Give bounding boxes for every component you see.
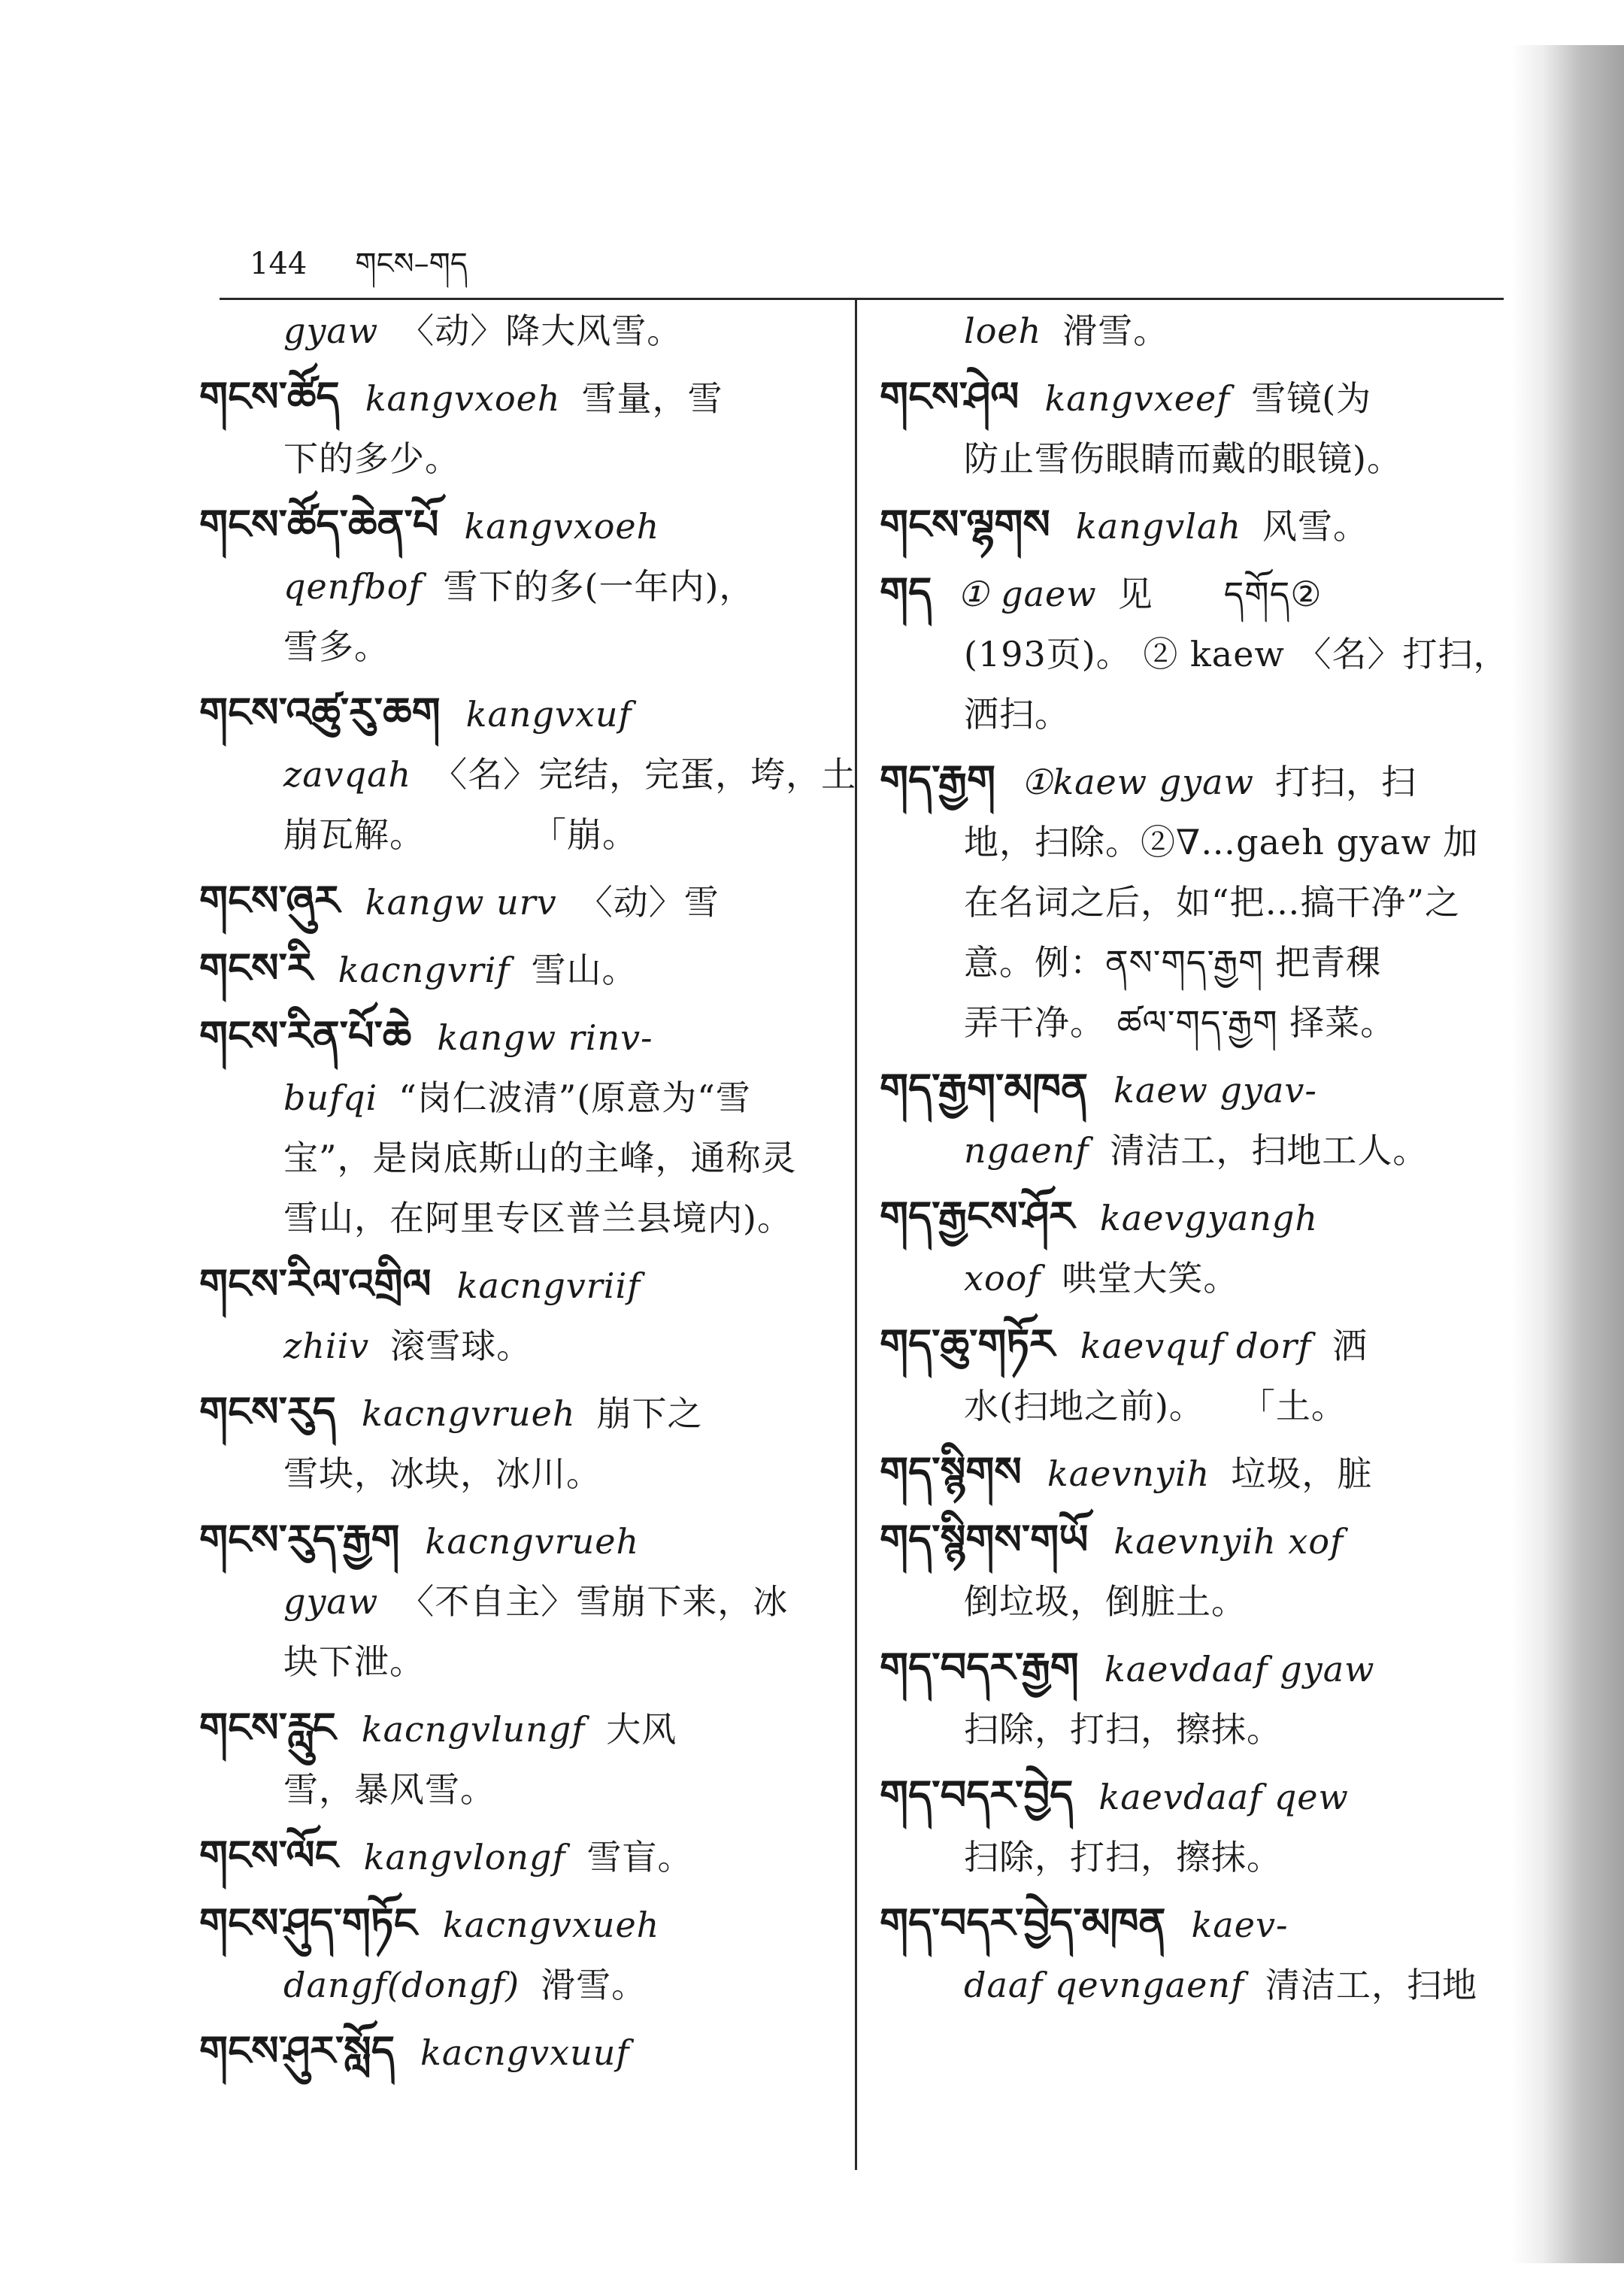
dictionary-entry bbox=[199, 683, 857, 865]
romanization: ①kaew gyaw bbox=[1020, 762, 1254, 802]
entry-line bbox=[880, 1571, 1504, 1632]
dictionary-entry bbox=[199, 871, 832, 932]
entry-line bbox=[199, 1006, 832, 1068]
entry-line bbox=[880, 750, 1504, 812]
entry-line bbox=[199, 1254, 832, 1316]
headword-tibetan: གངས་རི bbox=[199, 944, 313, 992]
entry-line bbox=[880, 1376, 1504, 1436]
definition: (193页)。 ② kaew 〈名〉打扫， bbox=[964, 634, 1509, 674]
entry-line bbox=[880, 624, 1509, 684]
entry-line bbox=[199, 1632, 832, 1692]
definition: 水(扫地之前)。 「土。 bbox=[964, 1386, 1347, 1426]
romanization: kacngvriif bbox=[456, 1265, 641, 1306]
dictionary-entry bbox=[199, 367, 832, 489]
headword-tibetan: གངས་རུད bbox=[199, 1388, 336, 1435]
entry-line bbox=[880, 1765, 1504, 1827]
entry-line bbox=[880, 1699, 1504, 1759]
entry-line bbox=[880, 495, 1504, 556]
definition: 雪块，冰块，冰川。 bbox=[283, 1453, 601, 1494]
dictionary-entry bbox=[199, 1893, 832, 2015]
headword-tibetan: གད་སྙིགས་གཡོ bbox=[880, 1516, 1089, 1563]
definition: 崩下之 bbox=[596, 1393, 703, 1434]
definition: 清洁工，扫地工人。 bbox=[1110, 1130, 1429, 1171]
entry-line bbox=[880, 1510, 1504, 1571]
romanization: gyaw bbox=[283, 1581, 379, 1622]
romanization: zavqah bbox=[283, 754, 412, 795]
entry-line bbox=[199, 2021, 832, 2083]
headword-tibetan: གད bbox=[880, 568, 932, 616]
definition: 雪山，在阿里专区普兰县境内)。 bbox=[283, 1198, 792, 1238]
headword-tibetan: གད་རྒྱངས་ཤོར bbox=[880, 1193, 1074, 1240]
page-number: 144 bbox=[250, 247, 308, 281]
definition: 雪镜(为 bbox=[1251, 378, 1372, 419]
definition: 地，扫除。②∇…gaeh gyaw 加 bbox=[964, 822, 1479, 862]
definition: 〈不自主〉雪崩下来，冰 bbox=[399, 1581, 789, 1622]
entry-line bbox=[199, 367, 832, 429]
entry-line bbox=[199, 938, 832, 1000]
entry-line bbox=[199, 1698, 832, 1759]
headword-tibetan: གད་རྒྱག bbox=[880, 756, 995, 804]
definition: 风雪。 bbox=[1262, 506, 1368, 547]
entry-line bbox=[880, 932, 1504, 993]
romanization: kangvlongf bbox=[363, 1837, 566, 1877]
dictionary-entry bbox=[880, 1638, 1504, 1759]
headword-tibetan: གངས་རུད་རྒྱག bbox=[199, 1516, 400, 1563]
definition: 打扫，扫 bbox=[1274, 762, 1416, 802]
entry-line bbox=[199, 1444, 832, 1504]
entry-line bbox=[880, 301, 1504, 361]
dictionary-entry bbox=[880, 1510, 1504, 1632]
entry-line bbox=[199, 1128, 832, 1188]
definition: 洒扫。 bbox=[964, 694, 1070, 735]
romanization: kaevgyangh bbox=[1099, 1198, 1318, 1238]
section-label: གངས–གད bbox=[355, 247, 468, 281]
entry-line bbox=[199, 1382, 832, 1444]
header-rule bbox=[220, 298, 1504, 300]
romanization: kacngvlungf bbox=[361, 1709, 586, 1750]
entry-line bbox=[199, 495, 832, 556]
romanization: ngaenf bbox=[964, 1130, 1089, 1171]
entry-line bbox=[880, 1827, 1504, 1887]
dictionary-entry bbox=[880, 562, 1509, 744]
definition: 宝”，是岗底斯山的主峰，通称灵 bbox=[283, 1138, 797, 1178]
definition: 雪多。 bbox=[283, 626, 389, 667]
headword-tibetan: གད་བདར་བྱེད་མཁན bbox=[880, 1899, 1166, 1947]
definition: 大风 bbox=[606, 1709, 677, 1750]
definition: 下的多少。 bbox=[283, 438, 460, 479]
entry-line bbox=[199, 1510, 832, 1571]
dictionary-entry bbox=[199, 1006, 832, 1248]
headword-tibetan: གངས་ཤེལ bbox=[880, 373, 1020, 420]
definition: 崩瓦解。 「崩。 bbox=[283, 814, 638, 855]
definition: 块下泄。 bbox=[283, 1641, 425, 1682]
definition: 扫除，打扫，擦抹。 bbox=[964, 1709, 1282, 1750]
definition: 滑雪。 bbox=[1062, 311, 1169, 351]
entry-line bbox=[199, 1571, 832, 1632]
headword-tibetan: གངས་རིན་པོ་ཆེ bbox=[199, 1012, 412, 1059]
dictionary-entry bbox=[880, 367, 1504, 489]
entry-line bbox=[199, 1068, 832, 1128]
definition: 雪山。 bbox=[531, 950, 638, 990]
dictionary-entry bbox=[880, 1059, 1504, 1180]
definition: 清洁工，扫地 bbox=[1265, 1965, 1477, 2005]
definition: 哄堂大笑。 bbox=[1062, 1258, 1239, 1299]
right-column bbox=[880, 301, 1509, 2021]
definition: 滑雪。 bbox=[541, 1965, 647, 2005]
definition: 〈名〉完结，完蛋，垮，土 bbox=[432, 754, 857, 795]
entry-line bbox=[199, 871, 832, 932]
entry-line bbox=[880, 993, 1504, 1053]
romanization: kacngvrueh bbox=[425, 1521, 640, 1562]
page-edge-shadow bbox=[1511, 45, 1624, 2263]
headword-tibetan: གངས་ཚོད་ཆེན་པོ bbox=[199, 501, 439, 548]
entry-line bbox=[199, 744, 857, 805]
headword-tibetan: གངས་ཚོད bbox=[199, 373, 340, 420]
entry-line bbox=[880, 562, 1504, 624]
dictionary-entry bbox=[880, 1893, 1504, 2015]
entry-line bbox=[880, 872, 1504, 932]
dictionary-entry bbox=[199, 1510, 832, 1692]
romanization: kaevquf dorf bbox=[1080, 1326, 1312, 1366]
entry-line bbox=[199, 1893, 832, 1955]
dictionary-entry bbox=[199, 1254, 832, 1376]
romanization: kaevnyih bbox=[1047, 1453, 1210, 1494]
dictionary-entry bbox=[199, 938, 832, 1000]
entry-line bbox=[199, 1188, 832, 1248]
romanization: kacngvrueh bbox=[361, 1393, 576, 1434]
headword-tibetan: གངས་ཞུར bbox=[199, 877, 340, 924]
romanization: gyaw bbox=[283, 311, 379, 351]
romanization: kangvxoeh bbox=[464, 506, 660, 547]
romanization: kangw rinv- bbox=[437, 1017, 653, 1058]
entry-line bbox=[199, 429, 832, 489]
romanization: bufqi bbox=[283, 1077, 378, 1118]
definition: “岗仁波清”(原意为“雪 bbox=[398, 1077, 751, 1118]
definition: 意。例：ནས་གད་རྒྱག 把青稞 bbox=[964, 942, 1382, 983]
romanization: kangvlah bbox=[1075, 506, 1241, 547]
entry-line bbox=[880, 1186, 1504, 1248]
entry-line bbox=[199, 1826, 832, 1887]
headword-tibetan: གངས་ཤུར་སློད bbox=[199, 2027, 395, 2074]
definition: 〈动〉雪 bbox=[577, 882, 720, 923]
definition: 雪盲。 bbox=[586, 1837, 693, 1877]
romanization: kangw urv bbox=[365, 882, 557, 923]
headword-tibetan: གད་ཆུ་གཏོར bbox=[880, 1320, 1055, 1368]
definition: 弄干净。 ཚལ་གད་རྒྱག 择菜。 bbox=[964, 1002, 1396, 1043]
entry-line bbox=[199, 805, 832, 865]
entry-line bbox=[880, 1120, 1504, 1180]
headword-tibetan: གད་བདར་རྒྱག bbox=[880, 1644, 1079, 1691]
entry-line bbox=[199, 1316, 832, 1376]
definition: 雪量，雪 bbox=[581, 378, 723, 419]
entry-line bbox=[880, 1638, 1504, 1699]
headword-tibetan: གངས་འཚུ་རུ་ཆག bbox=[199, 689, 441, 736]
romanization: qenfbof bbox=[283, 566, 423, 607]
dictionary-entry bbox=[199, 1698, 832, 1820]
left-column bbox=[199, 301, 857, 2089]
headword-tibetan: གངས་ཤུད་གཏོང bbox=[199, 1899, 417, 1947]
column-divider bbox=[855, 298, 857, 2170]
entry-line bbox=[880, 684, 1504, 744]
definition: 倒垃圾，倒脏土。 bbox=[964, 1581, 1247, 1622]
romanization: kangvxoeh bbox=[365, 378, 561, 419]
romanization: xoof bbox=[964, 1258, 1041, 1299]
dictionary-entry bbox=[199, 495, 832, 677]
headword-tibetan: གངས་རིལ་འགྲིལ bbox=[199, 1260, 432, 1308]
definition: 防止雪伤眼睛而戴的眼镜)。 bbox=[964, 438, 1402, 479]
headword-tibetan: གད་སྙིགས bbox=[880, 1448, 1022, 1496]
romanization: kangvxuf bbox=[465, 694, 632, 735]
entry-line bbox=[880, 429, 1504, 489]
romanization: kaev- bbox=[1191, 1905, 1289, 1945]
definition: 垃圾，脏 bbox=[1231, 1453, 1373, 1494]
dictionary-entry bbox=[199, 1382, 832, 1504]
entry-line bbox=[880, 1893, 1504, 1955]
romanization: kaevdaaf qew bbox=[1098, 1777, 1349, 1817]
headword-tibetan: གངས་ལྷགས bbox=[880, 501, 1050, 548]
dictionary-entry bbox=[199, 301, 832, 361]
definition: 洒 bbox=[1332, 1326, 1368, 1366]
definition: 扫除，打扫，擦抹。 bbox=[964, 1837, 1282, 1877]
entry-line bbox=[199, 1955, 832, 2015]
dictionary-entry bbox=[880, 750, 1504, 1053]
definition: 雪，暴风雪。 bbox=[283, 1769, 495, 1810]
entry-line bbox=[199, 301, 832, 361]
entry-line bbox=[880, 1442, 1504, 1504]
headword-tibetan: གངས་ལོང bbox=[199, 1832, 338, 1879]
dictionary-entry bbox=[880, 301, 1504, 361]
romanization: dangf(dongf) bbox=[283, 1965, 520, 2005]
entry-line bbox=[199, 556, 832, 617]
definition: 雪下的多(一年内)， bbox=[443, 566, 755, 607]
romanization: zhiiv bbox=[283, 1326, 370, 1366]
entry-line bbox=[199, 617, 832, 677]
entry-line bbox=[880, 1314, 1504, 1376]
definition: 在名词之后，如“把…搞干净”之 bbox=[964, 882, 1461, 923]
entry-line bbox=[880, 1248, 1504, 1308]
dictionary-entry bbox=[880, 495, 1504, 556]
entry-line bbox=[199, 1759, 832, 1820]
entry-line bbox=[880, 1955, 1504, 2015]
romanization: daaf qevngaenf bbox=[964, 1965, 1244, 2005]
headword-tibetan: གད་རྒྱག་མཁན bbox=[880, 1065, 1089, 1112]
definition: 〈动〉降大风雪。 bbox=[399, 311, 683, 351]
headword-tibetan: གད་བདར་བྱེད bbox=[880, 1771, 1074, 1819]
dictionary-entry bbox=[880, 1186, 1504, 1308]
entry-line bbox=[880, 812, 1504, 872]
romanization: loeh bbox=[964, 311, 1042, 351]
definition: 见 དགོད② bbox=[1117, 574, 1323, 614]
dictionary-entry bbox=[199, 2021, 832, 2083]
romanization: kacngvxuuf bbox=[420, 2032, 630, 2073]
entry-line bbox=[199, 683, 832, 744]
dictionary-entry bbox=[199, 1826, 832, 1887]
entry-line bbox=[880, 367, 1504, 429]
romanization: kaevdaaf gyaw bbox=[1104, 1649, 1375, 1690]
romanization: kaew gyav- bbox=[1113, 1070, 1317, 1111]
definition: 滚雪球。 bbox=[390, 1326, 532, 1366]
romanization: kangvxeef bbox=[1044, 378, 1231, 419]
romanization: kacngvrif bbox=[338, 950, 511, 990]
headword-tibetan: གངས་རླུང bbox=[199, 1704, 336, 1751]
entry-line bbox=[880, 1059, 1504, 1120]
romanization: kacngvxueh bbox=[442, 1905, 660, 1945]
romanization: ① gaew bbox=[957, 574, 1097, 614]
dictionary-entry bbox=[880, 1765, 1504, 1887]
dictionary-entry bbox=[880, 1442, 1504, 1504]
romanization: kaevnyih xof bbox=[1113, 1521, 1344, 1562]
dictionary-entry bbox=[880, 1314, 1504, 1436]
